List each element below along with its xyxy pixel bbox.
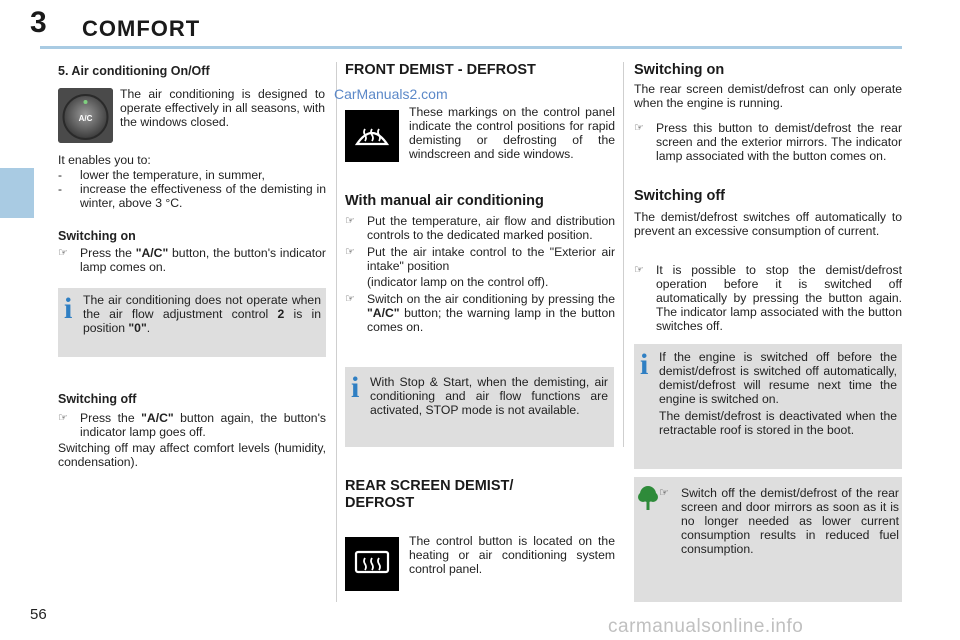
engine-off-info-text: If the engine is switched off before the demist/defrost is switched off automatically, demist/defrost will resume next time the engine is switched on. The demist/defrost is deactivated when the retractable roof is stored in the boot. <box>659 350 897 437</box>
engine-off-info-box <box>634 344 902 469</box>
front-demist-text: These markings on the control panel indicate the control positions for rapid demisting or defrosting of the windscreen and side windows. <box>409 105 615 161</box>
eco-tip: ☞ Switch off the demist/defrost of the rear screen and door mirrors as soon as it is no longer needed as lower current consumption results in reduced fuel consumption. <box>659 486 899 556</box>
info-i-icon: i <box>640 348 649 381</box>
ac-benefits-list <box>58 168 326 210</box>
rear-switching-off-text: The demist/defrost switches off automatically to prevent an excessive consumption of current. <box>634 210 902 238</box>
rear-switching-on-title: Switching on <box>634 62 725 78</box>
pointing-hand-icon: ☞ <box>634 122 644 134</box>
front-demist-icon <box>345 110 399 162</box>
page-number: 56 <box>30 606 47 623</box>
ac-switching-off-title: Switching off <box>58 392 137 406</box>
pointing-hand-icon: ☞ <box>634 264 644 276</box>
pointing-hand-icon: ☞ <box>58 247 68 259</box>
rear-demist-title: REAR SCREEN DEMIST/ DEFROST <box>345 478 514 511</box>
rear-switching-off-title: Switching off <box>634 188 726 204</box>
list-item: ☞ Put the temperature, air flow and distribution controls to the dedicated marked position. <box>345 214 615 242</box>
column-divider-left <box>336 62 337 602</box>
pointing-hand-icon: ☞ <box>58 412 68 424</box>
eco-tree-icon <box>638 485 658 511</box>
ac-switching-on-title: Switching on <box>58 229 136 243</box>
ac-switching-off-note: Switching off may affect comfort levels (humidity, condensation). <box>58 441 326 469</box>
chapter-number: 3 <box>30 6 47 39</box>
stop-start-info-text: With Stop & Start, when the demisting, air conditioning and air flow functions are activated, STOP mode is not available. <box>370 375 608 417</box>
header-rule <box>40 46 902 49</box>
pointing-hand-icon: ☞ <box>345 246 355 258</box>
pointing-hand-icon: ☞ <box>345 215 355 227</box>
watermark-top: CarManuals2.com <box>334 86 448 102</box>
manual-ac-steps <box>345 214 615 334</box>
info-i-icon: i <box>351 371 360 404</box>
front-demist-icon-box <box>345 110 399 162</box>
rear-switching-on-step: ☞ Press this button to demist/defrost the rear screen and the exterior mirrors. The indicator lamp associated with the button comes on. <box>634 121 902 163</box>
pointing-hand-icon: ☞ <box>659 487 669 499</box>
ac-info-text: The air conditioning does not operate when the air flow adjustment control 2 is in position "0". <box>83 293 321 335</box>
list-item: ☞ Put the air intake control to the "Exterior air intake" position <box>345 245 615 273</box>
manual-ac-title: With manual air conditioning <box>345 193 544 209</box>
list-item: (indicator lamp on the control off). <box>367 275 549 289</box>
chapter-title: COMFORT <box>82 16 201 41</box>
ac-info-box <box>58 288 326 357</box>
chapter-side-tab <box>0 168 34 218</box>
ac-heading: 5. Air conditioning On/Off <box>58 64 210 78</box>
ac-button-image <box>58 88 113 143</box>
info-i-icon: i <box>64 292 73 325</box>
pointing-hand-icon: ☞ <box>345 293 355 305</box>
rear-demist-text: The control button is located on the heating or air conditioning system control panel. <box>409 534 615 576</box>
list-item: ☞ Switch on the air conditioning by pressing the "A/C" button; the warning lamp in the button comes on. <box>345 292 615 334</box>
rear-switching-off-step: ☞ It is possible to stop the demist/defrost operation before it is switched off automatically by pressing the button again. The indicator lamp associated with the button switches off. <box>634 263 902 333</box>
ac-enables: It enables you to: <box>58 153 151 167</box>
stop-start-info-box <box>345 367 614 447</box>
column-divider-right <box>623 62 624 447</box>
eco-tip-box <box>634 477 902 602</box>
rear-demist-icon-box <box>345 537 399 591</box>
rear-demist-icon <box>345 537 399 591</box>
watermark-bottom: carmanualsonline.info <box>608 616 804 637</box>
front-demist-title: FRONT DEMIST - DEFROST <box>345 62 536 78</box>
ac-button-label: A/C <box>78 114 93 123</box>
ac-switching-on-step: ☞ Press the "A/C" button, the button's indicator lamp comes on. <box>58 246 326 274</box>
rear-switching-on-text: The rear screen demist/defrost can only operate when the engine is running. <box>634 82 902 110</box>
list-item: - increase the effectiveness of the demisting in winter, above 3 °C. <box>58 182 326 210</box>
list-item: - lower the temperature, in summer, <box>58 168 265 182</box>
ac-switching-off-step: ☞ Press the "A/C" button again, the button's indicator lamp goes off. <box>58 411 326 439</box>
ac-intro: The air conditioning is designed to operate effectively in all seasons, with the windows closed. <box>120 87 325 129</box>
